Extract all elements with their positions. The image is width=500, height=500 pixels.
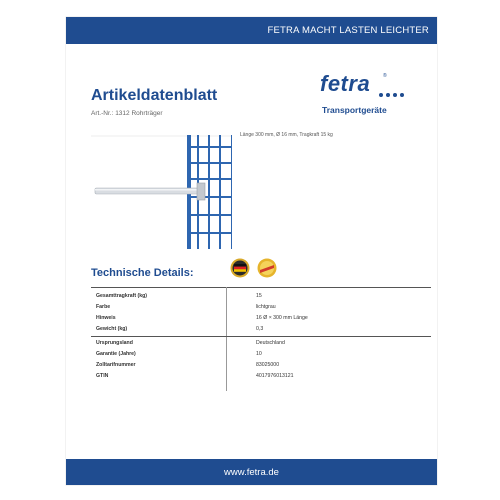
spec-value: lichtgrau: [256, 304, 276, 310]
spec-value: 83025000: [256, 362, 280, 368]
spec-value: 10: [256, 351, 262, 357]
spec-key: Gewicht (kg): [96, 326, 128, 332]
article-number: Art.-Nr.: 1312 Rohrträger: [91, 110, 163, 117]
spec-value: Deutschland: [256, 340, 285, 346]
spec-key: Ursprungsland: [96, 340, 133, 346]
header-slogan: FETRA MACHT LASTEN LEICHTER: [267, 25, 429, 36]
datasheet-page: [66, 17, 437, 485]
spec-key: Garantie (Jahre): [96, 351, 136, 357]
header-bar: [66, 17, 437, 44]
spec-value: 16 Ø × 300 mm Länge: [256, 315, 308, 321]
table-row: [91, 371, 431, 381]
product-short-description: Länge 300 mm, Ø 16 mm, Tragkraft 15 kg: [240, 132, 333, 138]
spec-value: 4017976013121: [256, 373, 294, 379]
registered-mark: ®: [383, 73, 387, 79]
logo-tagline: Transportgeräte: [322, 105, 387, 115]
warranty-badge-icon: [257, 258, 277, 278]
logo-wordmark: fetra: [320, 71, 371, 96]
table-top-rule: [91, 287, 431, 288]
footer-url[interactable]: www.fetra.de: [224, 467, 279, 478]
made-in-germany-badge-icon: [230, 258, 250, 278]
spec-key: GTIN: [96, 373, 109, 379]
spec-key: Zolltarifnummer: [96, 362, 136, 368]
spec-value: 15: [256, 293, 262, 299]
footer-bar: [66, 459, 437, 485]
table-row: [91, 291, 431, 301]
product-photo: [91, 135, 232, 249]
table-row: [91, 302, 431, 312]
table-row: [91, 338, 431, 348]
table-row: [91, 324, 431, 334]
table-group-rule: [91, 336, 431, 337]
spec-key: Farbe: [96, 304, 111, 310]
spec-key: Gesamttragkraft (kg): [96, 293, 148, 299]
section-title-technical-details: Technische Details:: [91, 267, 194, 279]
spec-value: 0,3: [256, 326, 264, 332]
table-row: [91, 360, 431, 370]
logo-dots: [379, 93, 409, 99]
page-title: Artikeldatenblatt: [91, 87, 218, 104]
table-row: [91, 349, 431, 359]
spec-key: Hinweis: [96, 315, 116, 321]
table-row: [91, 313, 431, 323]
